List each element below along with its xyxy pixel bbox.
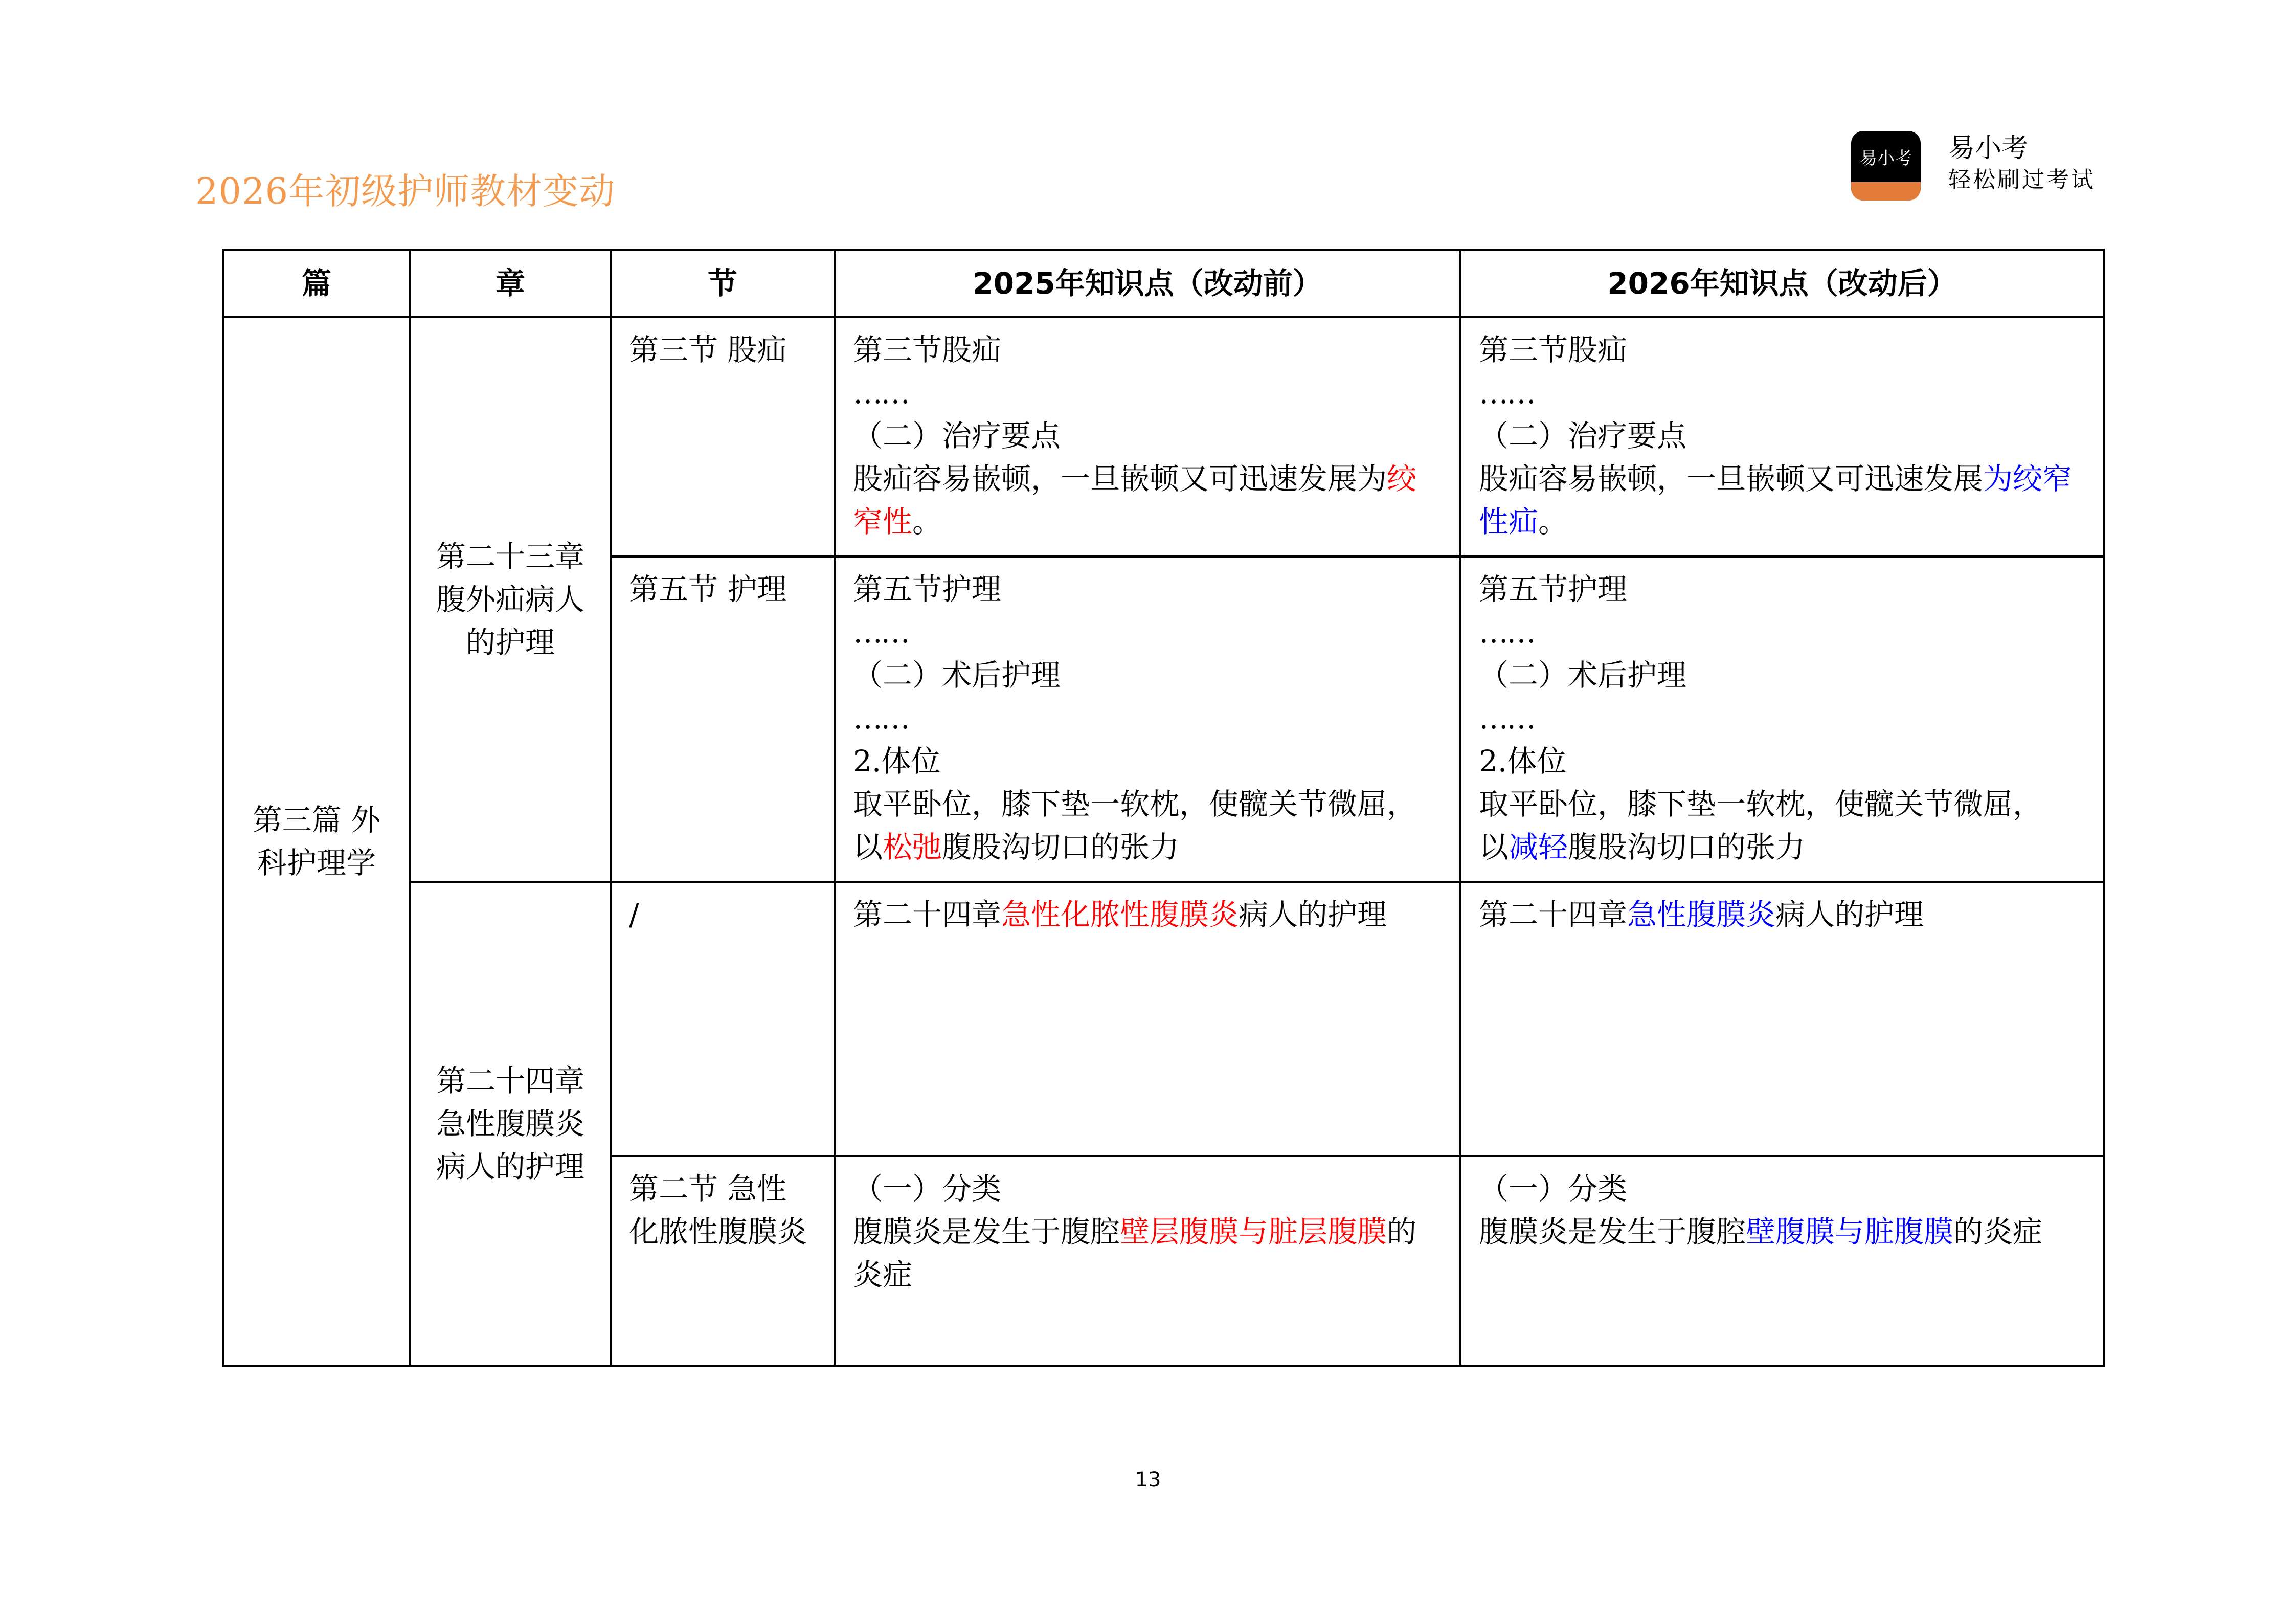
logo-bar <box>1851 182 1921 201</box>
brand-block <box>1948 132 2096 195</box>
brand-slogan: 轻松刷过考试 <box>1948 167 2096 193</box>
section-cell: 第二节 急性化脓性腹膜炎 <box>611 1156 835 1366</box>
before-cell: 第二十四章急性化脓性腹膜炎病人的护理 <box>835 882 1460 1156</box>
changes-table <box>222 249 2105 1367</box>
removed-text: 壁层腹膜与脏层腹膜 <box>1120 1214 1387 1249</box>
logo-text: 易小考 <box>1860 148 1912 169</box>
added-text: 为绞窄性疝 <box>1479 461 2073 539</box>
added-text: 壁腹膜与脏腹膜 <box>1746 1214 1954 1249</box>
table-header-row <box>223 250 2104 317</box>
before-cell: 第五节护理 …… （二）术后护理 …… 2.体位 取平卧位，膝下垫一软枕，使髋关节微屈， 以松弛腹股沟切口的张力 <box>835 557 1460 882</box>
table-row <box>223 317 2104 557</box>
after-cell: 第五节护理 …… （二）术后护理 …… 2.体位 取平卧位，膝下垫一软枕，使髋关节微屈， 以减轻腹股沟切口的张力 <box>1460 557 2104 882</box>
header-after: 2026年知识点（改动后） <box>1460 250 2104 317</box>
before-cell: （一）分类 腹膜炎是发生于腹腔壁层腹膜与脏层腹膜的炎症 <box>835 1156 1460 1366</box>
brand-name: 易小考 <box>1948 133 2029 164</box>
table-row <box>223 882 2104 1156</box>
removed-text: 绞窄性 <box>853 461 1417 539</box>
after-cell: 第三节股疝 …… （二）治疗要点 股疝容易嵌顿，一旦嵌顿又可迅速发展为绞窄性疝。 <box>1460 317 2104 557</box>
header-section: 节 <box>611 250 835 317</box>
section-cell: 第三节 股疝 <box>611 317 835 557</box>
page-number: 13 <box>1135 1468 1161 1492</box>
section-cell: / <box>611 882 835 1156</box>
part-cell: 第三篇 外科护理学 <box>223 317 410 1366</box>
removed-text: 松弛 <box>883 830 942 864</box>
removed-text: 急性化脓性腹膜炎 <box>1001 897 1239 932</box>
chapter-cell: 第二十四章 急性腹膜炎病人的护理 <box>410 882 611 1366</box>
after-cell: 第二十四章急性腹膜炎病人的护理 <box>1460 882 2104 1156</box>
chapter-cell: 第二十三章 腹外疝病人的护理 <box>410 317 611 882</box>
header-chapter: 章 <box>410 250 611 317</box>
before-cell: 第三节股疝 …… （二）治疗要点 股疝容易嵌顿，一旦嵌顿又可迅速发展为绞窄性。 <box>835 317 1460 557</box>
header-before: 2025年知识点（改动前） <box>835 250 1460 317</box>
added-text: 急性腹膜炎 <box>1627 897 1776 932</box>
brand-logo <box>1851 131 1921 201</box>
added-text: 减轻 <box>1509 830 1568 864</box>
section-cell: 第五节 护理 <box>611 557 835 882</box>
header-part: 篇 <box>223 250 410 317</box>
after-cell: （一）分类 腹膜炎是发生于腹腔壁腹膜与脏腹膜的炎症 <box>1460 1156 2104 1366</box>
document-title: 2026年初级护师教材变动 <box>195 170 616 212</box>
